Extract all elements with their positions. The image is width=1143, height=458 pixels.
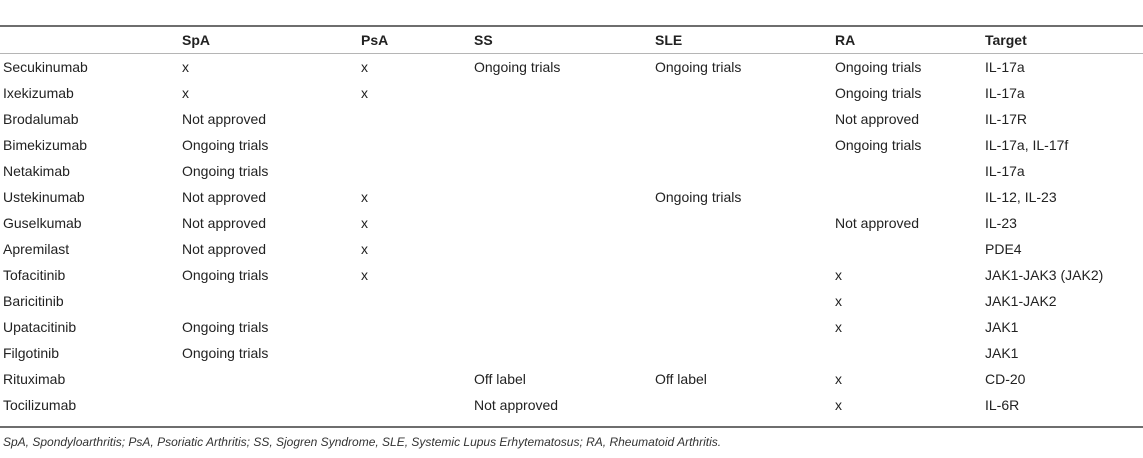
table-cell-target: IL-12, IL-23 <box>985 189 1057 205</box>
table-cell-ra: x <box>835 267 842 283</box>
table-cell-drug: Guselkumab <box>3 215 82 231</box>
table-row <box>0 106 1143 132</box>
table-cell-drug: Brodalumab <box>3 111 79 127</box>
table-cell-target: JAK1-JAK3 (JAK2) <box>985 267 1104 283</box>
table-row <box>0 236 1143 262</box>
table-cell-ra: Ongoing trials <box>835 85 922 101</box>
table-cell-ra: Not approved <box>835 111 920 127</box>
table-cell-ra: x <box>835 319 842 335</box>
header-cell-ra: RA <box>835 32 856 48</box>
table-cell-drug: Netakimab <box>3 163 70 179</box>
table-row <box>0 210 1143 236</box>
table-cell-spa: Ongoing trials <box>182 319 269 335</box>
table-header-row <box>0 27 1143 53</box>
table-cell-sle: Ongoing trials <box>655 59 742 75</box>
table-cell-ss: Ongoing trials <box>474 59 561 75</box>
header-cell-psa: PsA <box>361 32 389 48</box>
table-cell-target: IL-17R <box>985 111 1028 127</box>
table-cell-ra: Not approved <box>835 215 920 231</box>
table-cell-target: IL-6R <box>985 397 1020 413</box>
table-cell-target: PDE4 <box>985 241 1022 257</box>
table-row <box>0 184 1143 210</box>
table-cell-target: IL-17a <box>985 85 1025 101</box>
table-cell-psa: x <box>361 59 368 75</box>
table-cell-spa: x <box>182 59 189 75</box>
header-cell-sle: SLE <box>655 32 683 48</box>
table-cell-spa: Ongoing trials <box>182 267 269 283</box>
table-cell-drug: Secukinumab <box>3 59 88 75</box>
table-cell-sle: Off label <box>655 371 707 387</box>
table-cell-spa: Not approved <box>182 215 267 231</box>
table-cell-ra: x <box>835 371 842 387</box>
table-cell-target: JAK1-JAK2 <box>985 293 1057 309</box>
table-row <box>0 288 1143 314</box>
table-cell-drug: Tocilizumab <box>3 397 77 413</box>
table-cell-target: CD-20 <box>985 371 1026 387</box>
table-cell-target: JAK1 <box>985 319 1019 335</box>
table-row <box>0 340 1143 366</box>
table-row <box>0 132 1143 158</box>
table-row <box>0 392 1143 418</box>
table-cell-spa: Ongoing trials <box>182 163 269 179</box>
table-cell-drug: Ustekinumab <box>3 189 85 205</box>
table-cell-psa: x <box>361 241 368 257</box>
table-cell-sle: Ongoing trials <box>655 189 742 205</box>
table-cell-target: IL-23 <box>985 215 1017 231</box>
table-cell-drug: Upatacitinib <box>3 319 77 335</box>
table-cell-target: IL-17a, IL-17f <box>985 137 1069 153</box>
table-row <box>0 366 1143 392</box>
table-cell-spa: x <box>182 85 189 101</box>
table-cell-drug: Apremilast <box>3 241 70 257</box>
table-cell-psa: x <box>361 189 368 205</box>
table-cell-spa: Not approved <box>182 111 267 127</box>
header-cell-spa: SpA <box>182 32 210 48</box>
table-row <box>0 80 1143 106</box>
table-cell-spa: Not approved <box>182 189 267 205</box>
table-cell-ra: Ongoing trials <box>835 137 922 153</box>
table-cell-drug: Filgotinib <box>3 345 60 361</box>
table-cell-drug: Tofacitinib <box>3 267 66 283</box>
table-cell-psa: x <box>361 215 368 231</box>
table-cell-spa: Ongoing trials <box>182 137 269 153</box>
header-cell-ss: SS <box>474 32 493 48</box>
table-row <box>0 158 1143 184</box>
table-cell-drug: Rituximab <box>3 371 66 387</box>
table-row <box>0 262 1143 288</box>
table-cell-spa: Ongoing trials <box>182 345 269 361</box>
table-cell-drug: Baricitinib <box>3 293 64 309</box>
table-bottom-rule <box>0 426 1143 428</box>
table-cell-drug: Ixekizumab <box>3 85 74 101</box>
table-cell-psa: x <box>361 85 368 101</box>
table-cell-psa: x <box>361 267 368 283</box>
table-row <box>0 54 1143 80</box>
table-cell-ra: Ongoing trials <box>835 59 922 75</box>
table-cell-ss: Off label <box>474 371 526 387</box>
table-cell-target: JAK1 <box>985 345 1019 361</box>
table-cell-target: IL-17a <box>985 163 1025 179</box>
table-footnote: SpA, Spondyloarthritis; PsA, Psoriatic Arthritis; SS, Sjogren Syndrome, SLE, Systemic Lupus Erhytematosus; RA, Rheumatoid Arthritis. <box>3 435 722 449</box>
table-row <box>0 314 1143 340</box>
table-cell-ss: Not approved <box>474 397 559 413</box>
header-cell-target: Target <box>985 32 1027 48</box>
table-cell-ra: x <box>835 397 842 413</box>
table-cell-target: IL-17a <box>985 59 1025 75</box>
table-cell-ra: x <box>835 293 842 309</box>
table-cell-drug: Bimekizumab <box>3 137 88 153</box>
table-cell-spa: Not approved <box>182 241 267 257</box>
